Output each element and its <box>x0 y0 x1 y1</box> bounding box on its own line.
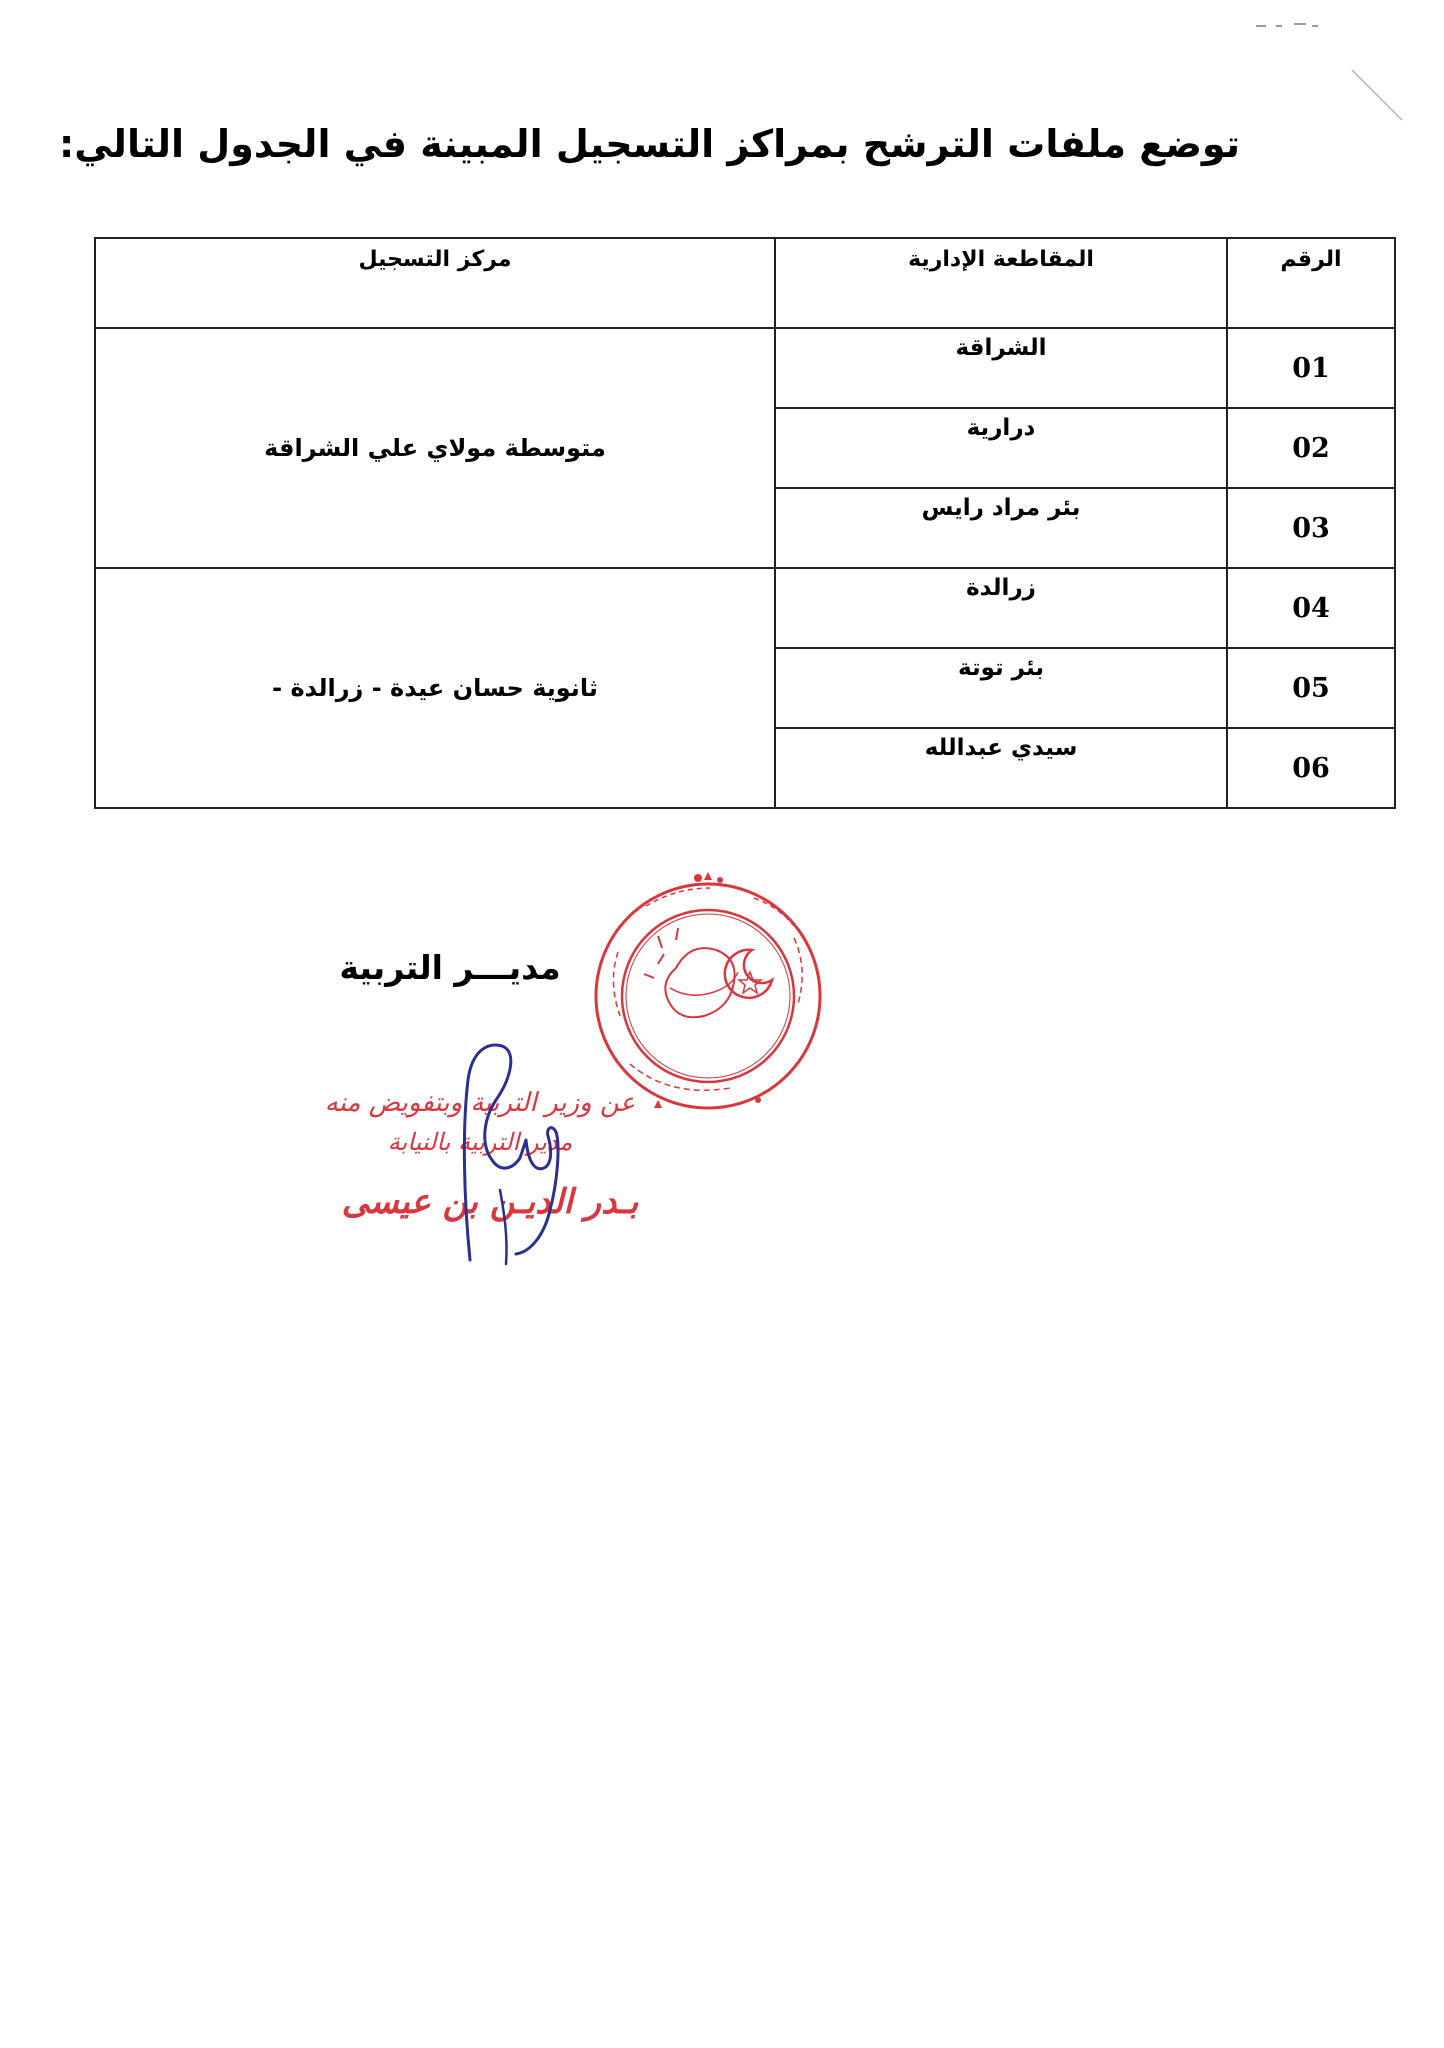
table-row <box>95 568 1395 648</box>
registration-center: ثانوية حسان عيدة - زرالدة - <box>95 568 775 808</box>
document-title: توضع ملفات الترشح بمراكز التسجيل المبينة في الجدول التالي: <box>59 122 1240 166</box>
row-district: بئر مراد رايس <box>775 488 1227 568</box>
row-district: الشراقة <box>775 328 1227 408</box>
row-district: درارية <box>775 408 1227 488</box>
row-number: 02 <box>1227 408 1395 488</box>
header-number: الرقم <box>1227 238 1395 328</box>
handwritten-signature-icon <box>440 1040 580 1270</box>
registration-center: متوسطة مولاي علي الشراقة <box>95 328 775 568</box>
row-number: 06 <box>1227 728 1395 808</box>
header-district: المقاطعة الإدارية <box>775 238 1227 328</box>
stamp-title-line: مدير التربية بالنيابة <box>387 1128 573 1156</box>
row-district: سيدي عبدالله <box>775 728 1227 808</box>
director-label: مديـــر التربية <box>339 948 561 987</box>
stamp-name-line: بـدر الديـن بن عيسى <box>341 1182 639 1222</box>
stamp-delegation-line: عن وزير التربية وبتفويض منه <box>324 1088 636 1118</box>
header-center: مركز التسجيل <box>95 238 775 328</box>
table-row <box>95 328 1395 408</box>
row-number: 05 <box>1227 648 1395 728</box>
table-header-row <box>95 238 1395 328</box>
row-number: 01 <box>1227 328 1395 408</box>
row-district: بئر توتة <box>775 648 1227 728</box>
row-district: زرالدة <box>775 568 1227 648</box>
official-seal-icon <box>558 868 848 1118</box>
row-number: 03 <box>1227 488 1395 568</box>
row-number: 04 <box>1227 568 1395 648</box>
scan-mark-icon <box>1236 14 1416 134</box>
registration-table <box>94 237 1396 809</box>
